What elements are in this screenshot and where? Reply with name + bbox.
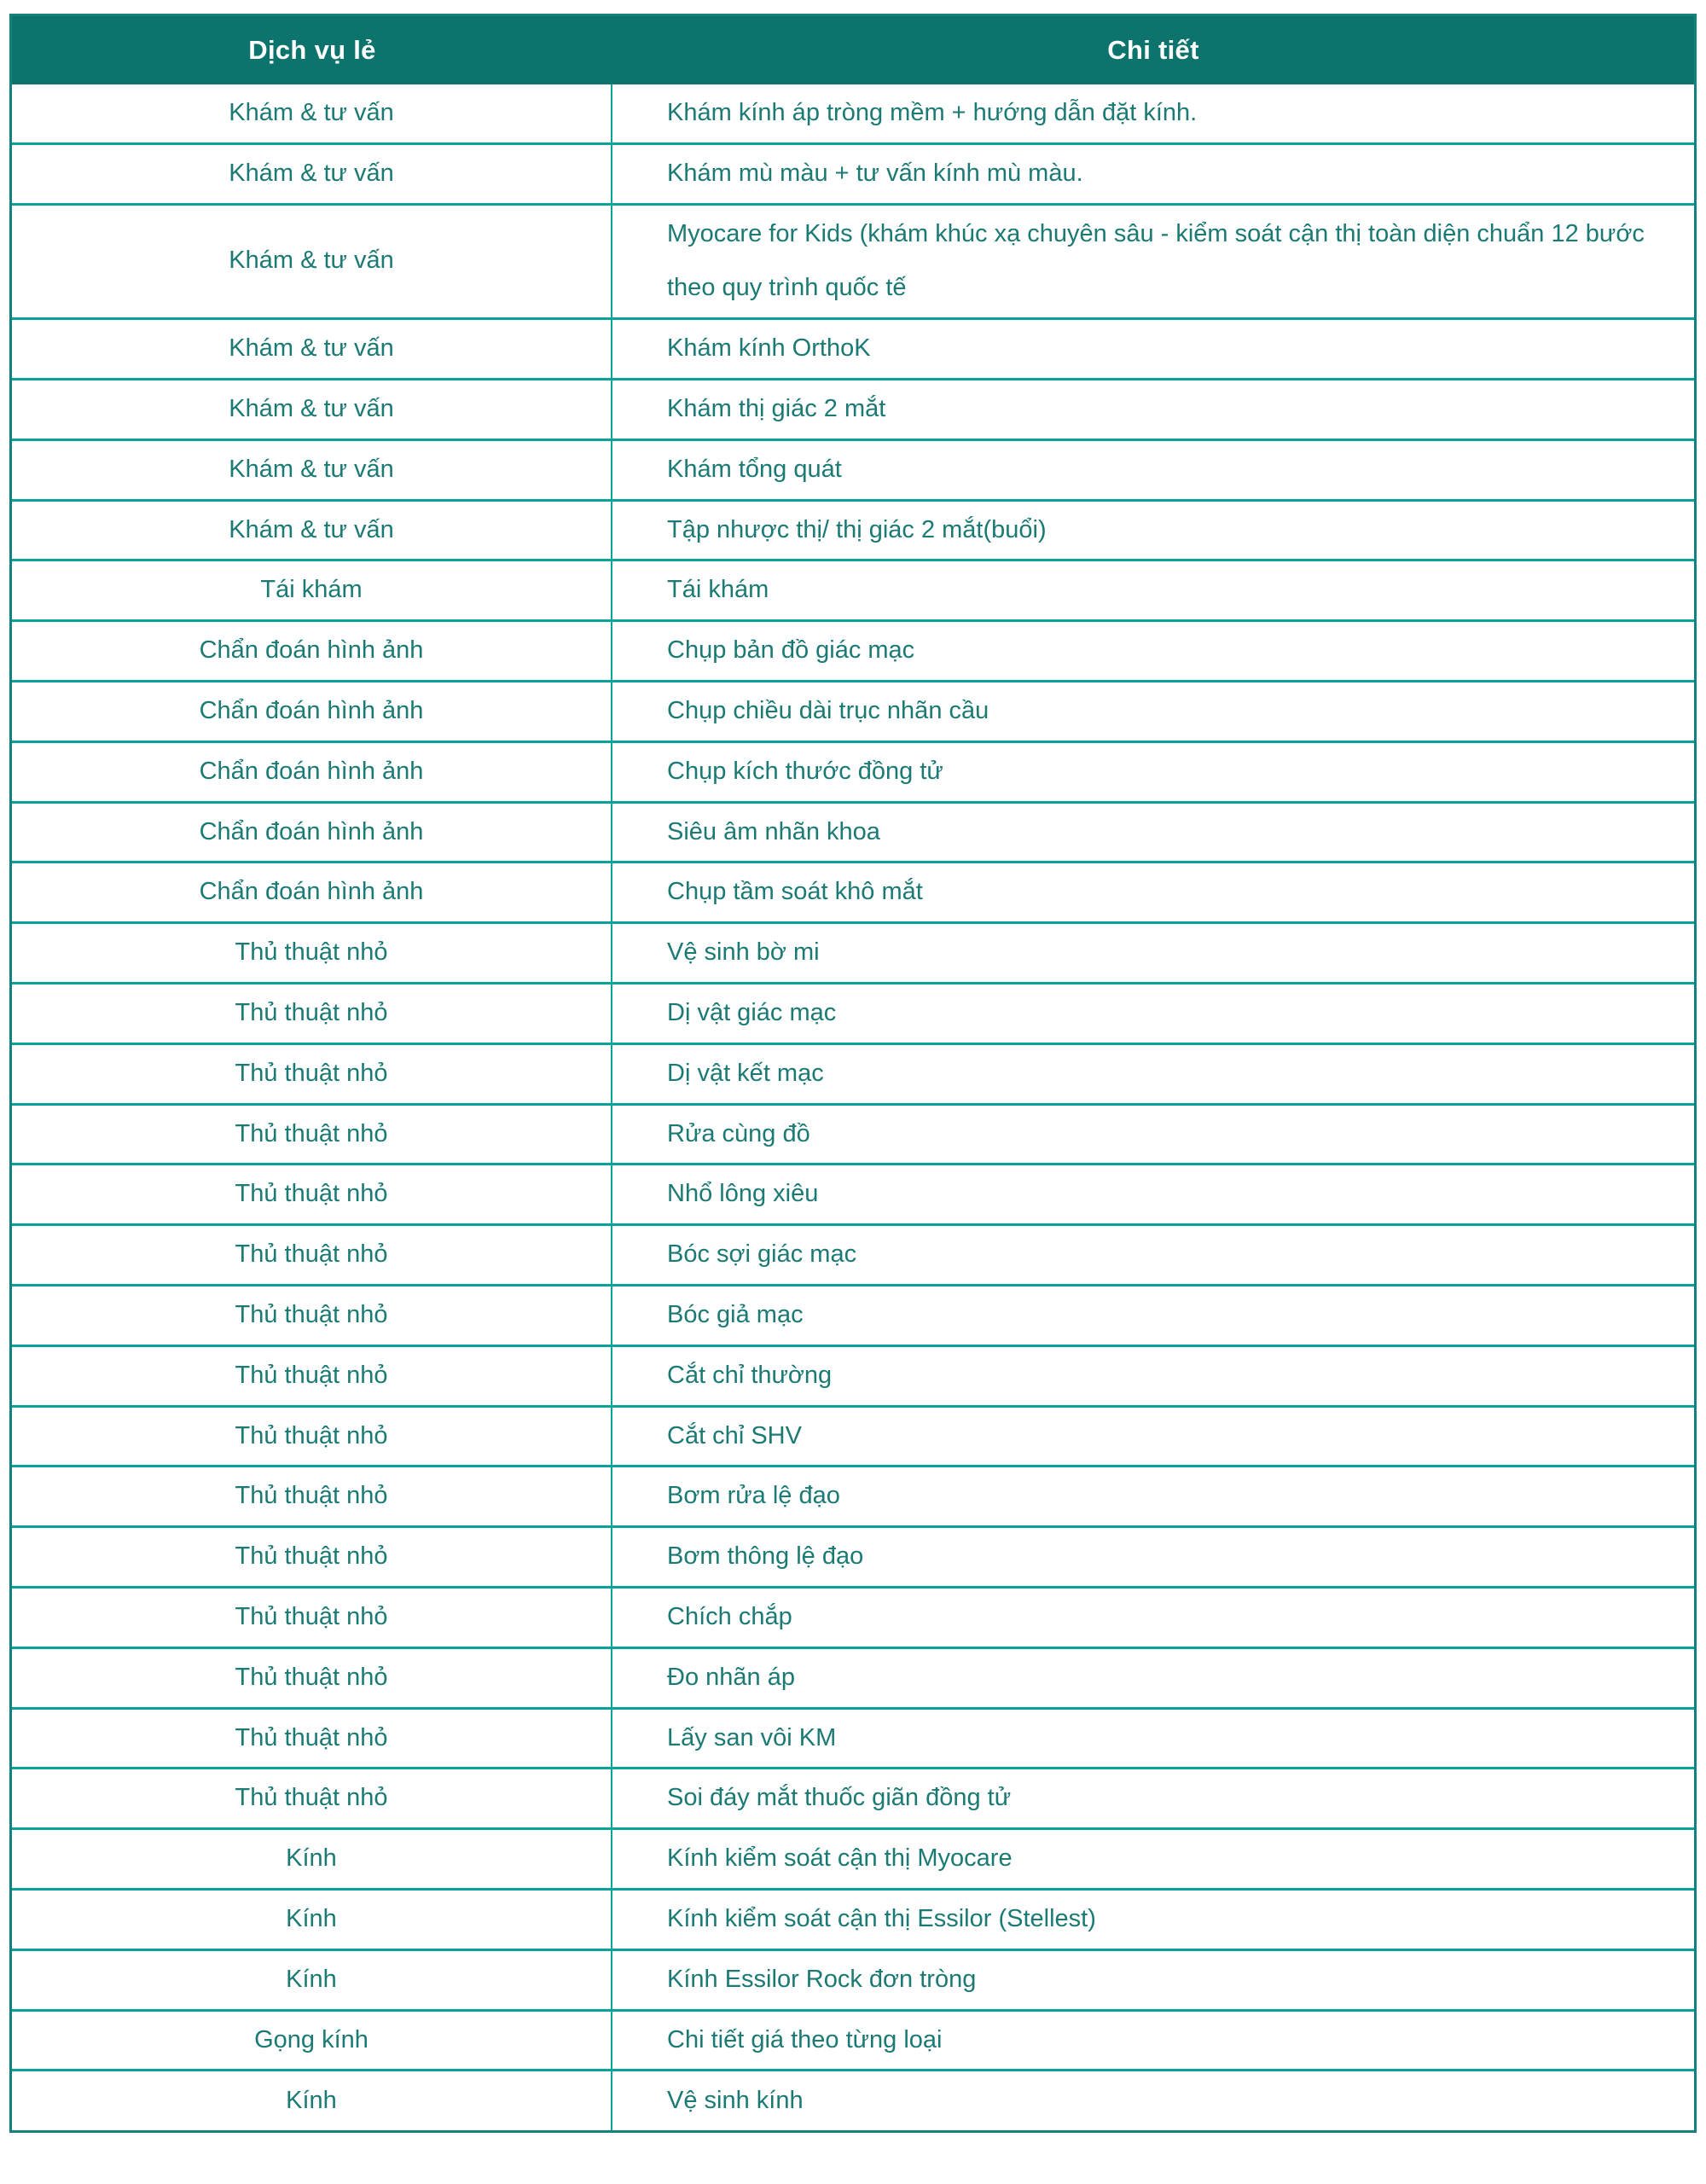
service-category-cell: Khám & tư vấn <box>12 320 612 380</box>
table-row <box>12 1830 1694 1891</box>
table-row <box>12 561 1694 622</box>
service-detail-cell: Cắt chỉ SHV <box>612 1408 1694 1468</box>
table-row <box>12 1589 1694 1649</box>
service-category-cell: Chẩn đoán hình ảnh <box>12 743 612 804</box>
service-detail-cell: Chụp chiều dài trục nhãn cầu <box>612 682 1694 743</box>
service-detail-cell: Kính kiểm soát cận thị Myocare <box>612 1830 1694 1891</box>
service-detail-cell: Cắt chỉ thường <box>612 1347 1694 1408</box>
service-category-cell: Thủ thuật nhỏ <box>12 1649 612 1710</box>
table-row <box>12 743 1694 804</box>
service-detail-cell: Dị vật kết mạc <box>612 1045 1694 1106</box>
service-detail-cell: Chụp kích thước đồng tử <box>612 743 1694 804</box>
table-row <box>12 1045 1694 1106</box>
service-category-cell: Thủ thuật nhỏ <box>12 1287 612 1347</box>
service-detail-cell: Bóc giả mạc <box>612 1287 1694 1347</box>
table-row <box>12 1951 1694 2012</box>
table-row <box>12 1769 1694 1830</box>
table-row <box>12 1528 1694 1589</box>
table-row <box>12 1287 1694 1347</box>
service-category-cell: Thủ thuật nhỏ <box>12 1106 612 1166</box>
service-category-cell: Kính <box>12 2071 612 2130</box>
table-row <box>12 380 1694 441</box>
service-category-cell: Chẩn đoán hình ảnh <box>12 682 612 743</box>
service-category-cell: Khám & tư vấn <box>12 145 612 206</box>
service-category-cell: Khám & tư vấn <box>12 380 612 441</box>
service-category-cell: Thủ thuật nhỏ <box>12 1045 612 1106</box>
table-row <box>12 804 1694 864</box>
service-category-cell: Thủ thuật nhỏ <box>12 924 612 985</box>
table-row <box>12 1710 1694 1770</box>
service-category-cell: Khám & tư vấn <box>12 206 612 321</box>
service-detail-cell: Khám kính áp tròng mềm + hướng dẫn đặt kính. <box>612 84 1694 145</box>
service-detail-cell: Khám kính OrthoK <box>612 320 1694 380</box>
service-detail-cell: Kính Essilor Rock đơn tròng <box>612 1951 1694 2012</box>
service-category-cell: Tái khám <box>12 561 612 622</box>
service-category-cell: Thủ thuật nhỏ <box>12 1408 612 1468</box>
service-detail-cell: Khám tổng quát <box>612 441 1694 502</box>
service-detail-cell: Dị vật giác mạc <box>612 985 1694 1045</box>
table-row <box>12 1226 1694 1287</box>
table-row <box>12 441 1694 502</box>
table-row <box>12 1347 1694 1408</box>
service-category-cell: Thủ thuật nhỏ <box>12 1528 612 1589</box>
table-row <box>12 682 1694 743</box>
service-category-cell: Khám & tư vấn <box>12 84 612 145</box>
service-category-cell: Kính <box>12 1951 612 2012</box>
table-row <box>12 2012 1694 2072</box>
service-category-cell: Thủ thuật nhỏ <box>12 1226 612 1287</box>
service-detail-cell: Tái khám <box>612 561 1694 622</box>
service-detail-cell: Khám mù màu + tư vấn kính mù màu. <box>612 145 1694 206</box>
service-detail-cell: Chi tiết giá theo từng loại <box>612 2012 1694 2072</box>
service-detail-cell: Bơm rửa lệ đạo <box>612 1467 1694 1528</box>
service-category-cell: Kính <box>12 1830 612 1891</box>
services-price-table <box>9 14 1697 2133</box>
service-detail-cell: Soi đáy mắt thuốc giãn đồng tử <box>612 1769 1694 1830</box>
column-header-detail: Chi tiết <box>612 16 1694 84</box>
table-row <box>12 1408 1694 1468</box>
table-row <box>12 924 1694 985</box>
table-row <box>12 84 1694 145</box>
service-detail-cell: Kính kiểm soát cận thị Essilor (Stellest) <box>612 1891 1694 1951</box>
service-detail-cell: Đo nhãn áp <box>612 1649 1694 1710</box>
table-row <box>12 145 1694 206</box>
service-detail-cell: Siêu âm nhãn khoa <box>612 804 1694 864</box>
table-row <box>12 206 1694 321</box>
service-detail-cell: Myocare for Kids (khám khúc xạ chuyên sâu - kiểm soát cận thị toàn diện chuẩn 12 bước theo quy trình quốc tế <box>612 206 1694 321</box>
service-category-cell: Thủ thuật nhỏ <box>12 1589 612 1649</box>
service-detail-cell: Khám thị giác 2 mắt <box>612 380 1694 441</box>
service-category-cell: Thủ thuật nhỏ <box>12 1710 612 1770</box>
service-category-cell: Thủ thuật nhỏ <box>12 1769 612 1830</box>
table-body <box>12 84 1694 2130</box>
table-row <box>12 1165 1694 1226</box>
service-category-cell: Thủ thuật nhỏ <box>12 1165 612 1226</box>
table-row <box>12 1891 1694 1951</box>
service-detail-cell: Bơm thông lệ đạo <box>612 1528 1694 1589</box>
service-detail-cell: Rửa cùng đồ <box>612 1106 1694 1166</box>
table-header <box>12 16 1694 84</box>
service-category-cell: Khám & tư vấn <box>12 441 612 502</box>
service-category-cell: Chẩn đoán hình ảnh <box>12 804 612 864</box>
table-row <box>12 863 1694 924</box>
service-detail-cell: Tập nhược thị/ thị giác 2 mắt(buổi) <box>612 502 1694 562</box>
header-row <box>12 16 1694 84</box>
service-category-cell: Chẩn đoán hình ảnh <box>12 622 612 682</box>
table-row <box>12 1467 1694 1528</box>
service-category-cell: Thủ thuật nhỏ <box>12 1467 612 1528</box>
column-header-service: Dịch vụ lẻ <box>12 16 612 84</box>
service-detail-cell: Chụp bản đồ giác mạc <box>612 622 1694 682</box>
table-row <box>12 622 1694 682</box>
table-row <box>12 1649 1694 1710</box>
service-category-cell: Chẩn đoán hình ảnh <box>12 863 612 924</box>
table-row <box>12 985 1694 1045</box>
service-detail-cell: Nhổ lông xiêu <box>612 1165 1694 1226</box>
service-detail-cell: Chích chắp <box>612 1589 1694 1649</box>
service-detail-cell: Vệ sinh bờ mi <box>612 924 1694 985</box>
service-category-cell: Gọng kính <box>12 2012 612 2072</box>
service-category-cell: Thủ thuật nhỏ <box>12 985 612 1045</box>
service-detail-cell: Vệ sinh kính <box>612 2071 1694 2130</box>
table-row <box>12 502 1694 562</box>
service-detail-cell: Bóc sợi giác mạc <box>612 1226 1694 1287</box>
table-row <box>12 320 1694 380</box>
table-row <box>12 2071 1694 2130</box>
service-detail-cell: Chụp tầm soát khô mắt <box>612 863 1694 924</box>
service-category-cell: Kính <box>12 1891 612 1951</box>
table-row <box>12 1106 1694 1166</box>
service-category-cell: Khám & tư vấn <box>12 502 612 562</box>
service-category-cell: Thủ thuật nhỏ <box>12 1347 612 1408</box>
service-detail-cell: Lấy san vôi KM <box>612 1710 1694 1770</box>
